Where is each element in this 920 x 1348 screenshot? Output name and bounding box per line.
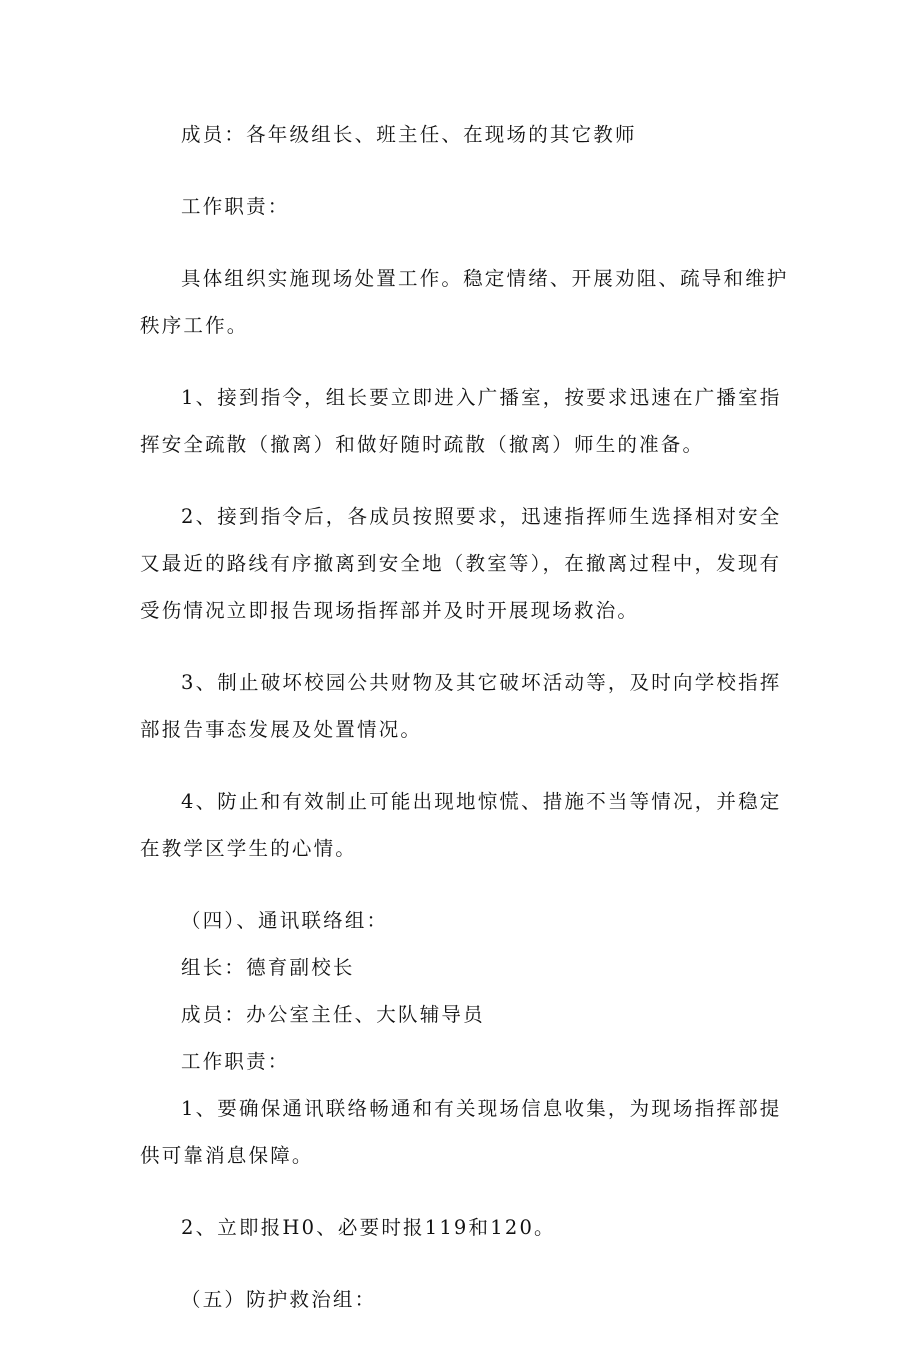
paragraph-comm-members: 成员：办公室主任、大队辅导员: [181, 1003, 485, 1026]
paragraph-comm-duties-heading: 工作职责：: [181, 1050, 290, 1073]
paragraph-comm-duty-2: 2、立即报H0、必要时报119和120。: [181, 1216, 556, 1239]
paragraph-duties-summary: 具体组织实施现场处置工作。稳定情绪、开展劝阻、疏导和维护秩序工作。: [140, 267, 789, 337]
document-body: [140, 111, 790, 1348]
paragraph-comm-duty-1: 1、要确保通讯联络畅通和有关现场信息收集，为现场指挥部提供可靠消息保障。: [140, 1097, 782, 1167]
paragraph-duty-4: 4、防止和有效制止可能出现地惊慌、措施不当等情况，并稳定在教学区学生的心情。: [140, 790, 782, 860]
section-heading-communication: （四）、通讯联络组：: [181, 909, 389, 932]
paragraph-leader: 组长：德育副校长: [181, 956, 355, 979]
paragraph-members: 成员：各年级组长、班主任、在现场的其它教师: [181, 123, 637, 146]
paragraph-duty-2: 2、接到指令后，各成员按照要求，迅速指挥师生选择相对安全又最近的路线有序撤离到安全地（教室等），在撤离过程中，发现有受伤情况立即报告现场指挥部并及时开展现场救治。: [140, 505, 782, 622]
paragraph-duty-3: 3、制止破坏校园公共财物及其它破坏活动等，及时向学校指挥部报告事态发展及处置情况。: [140, 671, 782, 741]
section-heading-rescue: （五）防护救治组：: [181, 1288, 377, 1311]
paragraph-duties-heading: 工作职责：: [181, 195, 290, 218]
paragraph-duty-1: 1、接到指令，组长要立即进入广播室，按要求迅速在广播室指挥安全疏散（撤离）和做好随时疏散（撤离）师生的准备。: [140, 386, 782, 456]
